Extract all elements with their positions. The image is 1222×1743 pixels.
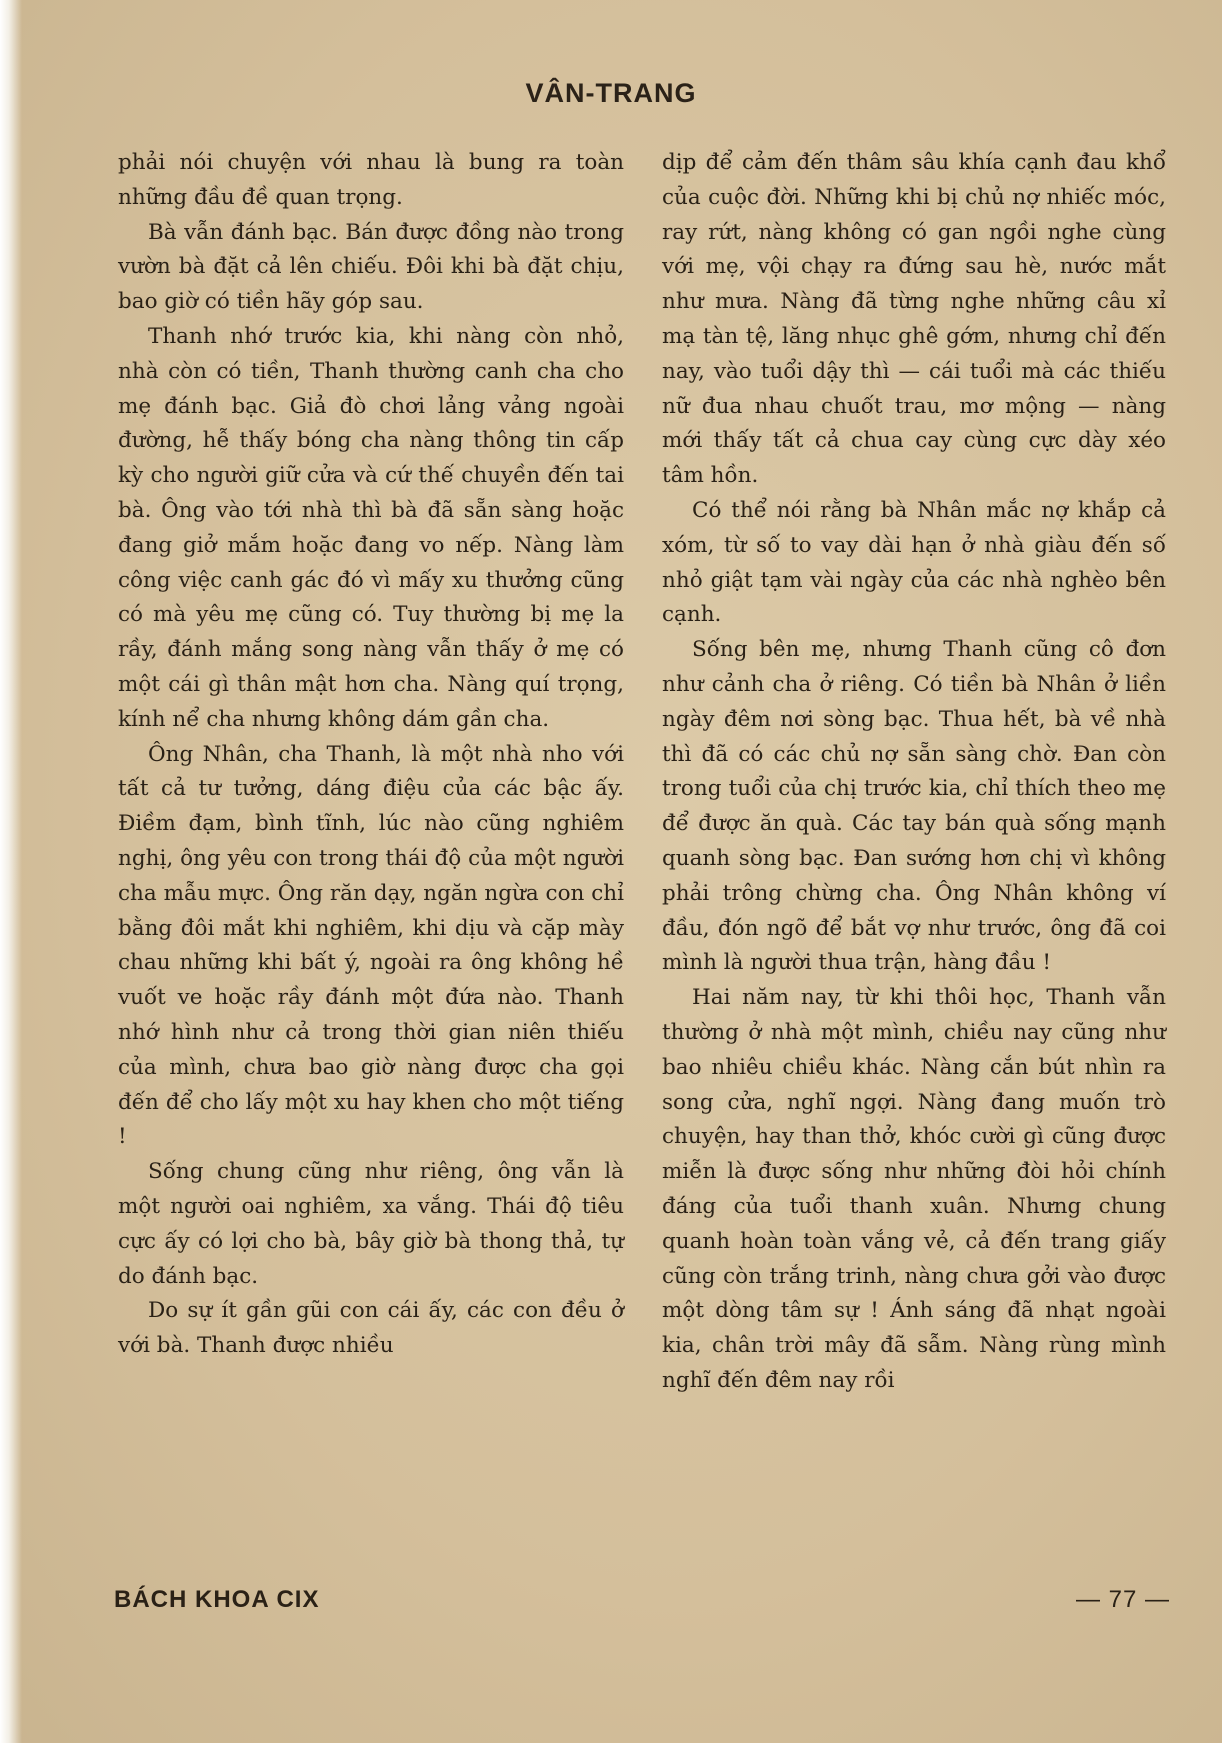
paragraph: Bà vẫn đánh bạc. Bán được đồng nào trong vườn bà đặt cả lên chiếu. Đôi khi bà đặt chịu, bao giờ có tiền hãy góp sau.: [118, 219, 624, 315]
paragraph: Do sự ít gần gũi con cái ấy, các con đều ở với bà. Thanh được nhiều: [118, 1298, 624, 1359]
paragraph: dịp để cảm đến thâm sâu khía cạnh đau khổ của cuộc đời. Những khi bị chủ nợ nhiếc móc, ray rứt, nàng không có gan ngồi nghe cùng với mẹ, vội chạy ra đứng sau hè, nước mắt như mưa. Nàng đã từng nghe những câu xỉ mạ tàn tệ, lăng nhục ghê gớm, nhưng chỉ đến nay, vào tuổi dậy thì — cái tuổi mà các thiếu nữ đua nhau chuốt trau, mơ mộng — nàng mới thấy tất cả chua cay cùng cực dày xéo tâm hồn.: [662, 150, 1166, 489]
page-number: — 77 —: [1075, 1586, 1170, 1613]
paragraph: Sống chung cũng như riêng, ông vẫn là một người oai nghiêm, xa vắng. Thái độ tiêu cực ấy có lợi cho bà, bây giờ bà thong thả, tự do đánh bạc.: [118, 1159, 624, 1289]
page-edge: [0, 0, 22, 1743]
paragraph: Thanh nhớ trước kia, khi nàng còn nhỏ, nhà còn có tiền, Thanh thường canh cha cho mẹ đánh bạc. Giả đò chơi lảng vảng ngoài đường, hễ thấy bóng cha nàng thông tin cấp kỳ cho người giữ cửa và cứ thế chuyền đến tai bà. Ông vào tới nhà thì bà đã sẵn sàng hoặc đang giở mắm hoặc đang vo nếp. Nàng làm công việc canh gác đó vì mấy xu thưởng cũng có mà yêu mẹ cũng có. Tuy thường bị mẹ la rầy, đánh mắng song nàng vẫn thấy ở mẹ có một cái gì thân mật hơn cha. Nàng quí trọng, kính nể cha nhưng không dám gần cha.: [118, 323, 624, 732]
right-column: [662, 146, 1166, 1399]
paragraph: Sống bên mẹ, nhưng Thanh cũng cô đơn như cảnh cha ở riêng. Có tiền bà Nhân ở liền ngày đêm nơi sòng bạc. Thua hết, bà về nhà thì đã có các chủ nợ sẵn sàng chờ. Đan còn trong tuổi của chị trước kia, chỉ thích theo mẹ để được ăn quà. Các tay bán quà sống mạnh quanh sòng bạc. Đan sướng hơn chị vì không phải trông chừng cha. Ông Nhân không ví đầu, đón ngõ để bắt vợ như trước, ông đã coi mình là người thua trận, hàng đầu !: [662, 637, 1166, 976]
paragraph: phải nói chuyện với nhau là bung ra toàn những đầu đề quan trọng.: [118, 150, 624, 210]
running-head: VÂN-TRANG: [525, 78, 697, 108]
left-column: [118, 146, 624, 1364]
paragraph: Có thể nói rằng bà Nhân mắc nợ khắp cả xóm, từ số to vay dài hạn ở nhà giàu đến số nhỏ giật tạm vài ngày của các nhà nghèo bên cạnh.: [662, 497, 1166, 628]
magazine-title: BÁCH KHOA CIX: [114, 1586, 320, 1613]
paragraph: Ông Nhân, cha Thanh, là một nhà nho với tất cả tư tưởng, dáng điệu của các bậc ấy. Điềm đạm, bình tĩnh, lúc nào cũng nghiêm nghị, ông yêu con trong thái độ của một người cha mẫu mực. Ông răn dạy, ngăn ngừa con chỉ bằng đôi mắt khi nghiêm, khi dịu và cặp mày chau những khi bất ý, ngoài ra ông không hề vuốt ve hoặc rầy đánh một đứa nào. Thanh nhớ hình như cả trong thời gian niên thiếu của mình, chưa bao giờ nàng được cha gọi đến để cho lấy một xu hay khen cho một tiếng !: [118, 741, 624, 1150]
paragraph: Hai năm nay, từ khi thôi học, Thanh vẫn thường ở nhà một mình, chiều nay cũng như bao nhiêu chiều khác. Nàng cắn bút nhìn ra song cửa, nghĩ ngợi. Nàng đang muốn trò chuyện, hay than thở, khóc cười gì cũng được miễn là được sống như những đòi hỏi chính đáng của tuổi thanh xuân. Nhưng chung quanh hoàn toàn vắng vẻ, cả đến trang giấy cũng còn trắng trinh, nàng chưa gởi vào được một dòng tâm sự ! Ánh sáng đã nhạt ngoài kia, chân trời mây đã sẫm. Nàng rùng mình nghĩ đến đêm nay rồi: [662, 985, 1166, 1393]
